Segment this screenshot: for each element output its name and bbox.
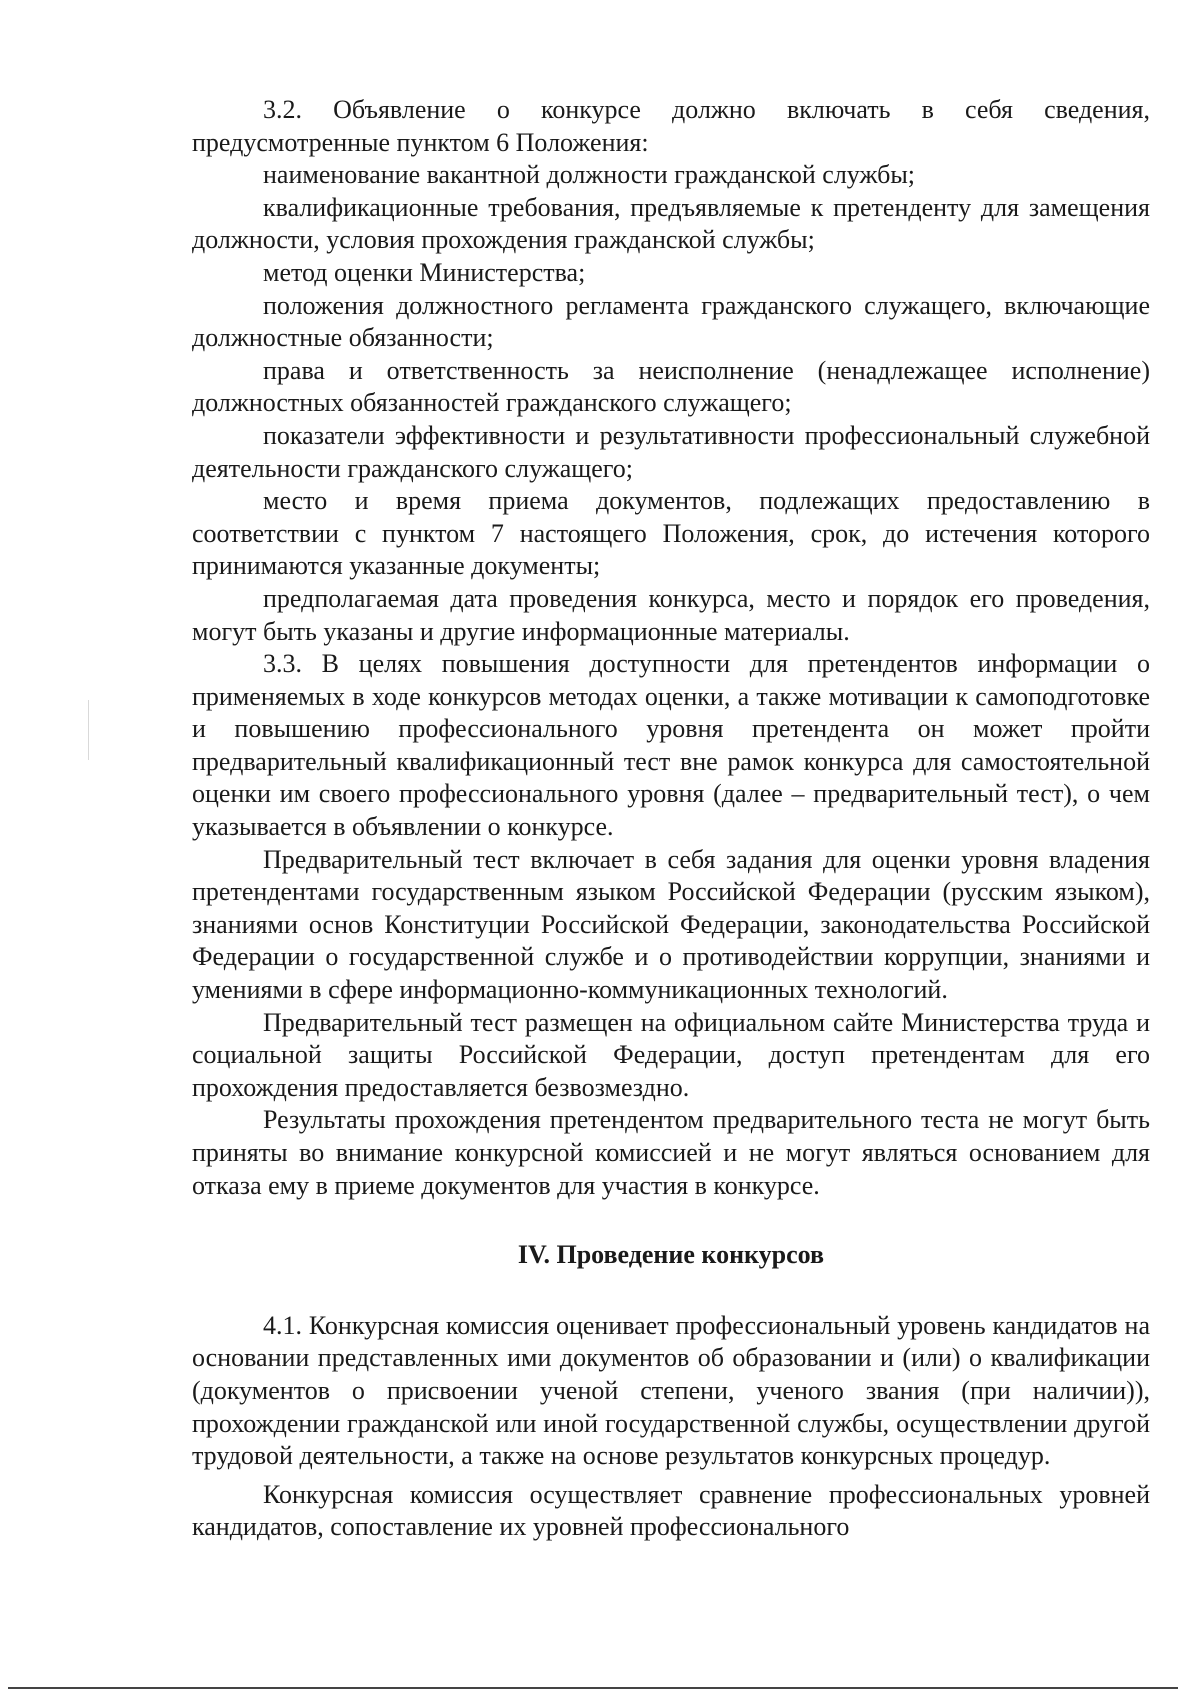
paragraph-preliminary-test-access: Предварительный тест размещен на официальном сайте Министерства труда и социальной защиты Российской Федерации, доступ претендентам для его прохождения предоставляется безвозмездно. — [192, 1007, 1150, 1102]
paragraph-qualification-requirements: квалификационные требования, предъявляемые к претенденту для замещения должности, условия прохождения гражданской службы; — [192, 192, 1150, 255]
paragraph-performance-indicators: показатели эффективности и результативности профессиональный служебной деятельности гражданского служащего; — [192, 420, 1150, 483]
paragraph-document-reception: место и время приема документов, подлежащих предоставлению в соответствии с пунктом 7 настоящего Положения, срок, до истечения которого принимаются указанные документы; — [192, 486, 1150, 581]
paragraph-evaluation-method: метод оценки Министерства; — [263, 257, 586, 287]
scan-edge-mark — [88, 700, 89, 760]
paragraph-competition-date: предполагаемая дата проведения конкурса, место и порядок его проведения, могут быть указаны и другие информационные материалы. — [192, 583, 1150, 646]
document-body — [192, 94, 1150, 1544]
section-heading: IV. Проведение конкурсов — [517, 1240, 825, 1270]
page-bottom-border — [8, 1687, 1178, 1689]
paragraph-rights-responsibility: права и ответственность за неисполнение (ненадлежащее исполнение) должностных обязанностей гражданского служащего; — [192, 355, 1150, 418]
paragraph-preliminary-test-results: Результаты прохождения претендентом предварительного теста не могут быть приняты во внимание конкурсной комиссией и не могут являться основанием для отказа ему в приеме документов для участия в конкурсе. — [192, 1105, 1150, 1200]
paragraph-preliminary-test-content: Предварительный тест включает в себя задания для оценки уровня владения претендентами государственным языком Российской Федерации (русским языком), знаниями основ Конституции Российской Федерации, законодательства Российской Федерации о государственной службе и о противодействии коррупции, знаниями и умениями в сфере информационно-коммуникационных технологий. — [192, 844, 1150, 1005]
paragraph-job-regulations: положения должностного регламента гражданского служащего, включающие должностные обязанности; — [192, 290, 1150, 353]
paragraph-commission-comparison: Конкурсная комиссия осуществляет сравнение профессиональных уровней кандидатов, сопоставление их уровней профессионального — [192, 1479, 1150, 1542]
paragraph-vacancy-name: наименование вакантной должности гражданской службы; — [263, 160, 916, 190]
paragraph-3-3: 3.3. В целях повышения доступности для претендентов информации о применяемых в ходе конкурсов методах оценки, а также мотивации к самоподготовке и повышению профессионального уровня претендента он может пройти предварительный квалификационный тест вне рамок конкурса для самостоятельной оценки им своего профессионального уровня (далее – предварительный тест), о чем указывается в объявлении о конкурсе. — [192, 649, 1150, 842]
paragraph-3-2: 3.2. Объявление о конкурсе должно включать в себя сведения, предусмотренные пунктом 6 Положения: — [192, 95, 1150, 157]
paragraph-4-1: 4.1. Конкурсная комиссия оценивает профессиональный уровень кандидатов на основании представленных ими документов об образовании и (или) о квалификации (документов о присвоении ученой степени, ученого звания (при наличии)), прохождении гражданской или иной государственной службы, осуществлении другой трудовой деятельности, а также на основе результатов конкурсных процедур. — [192, 1310, 1150, 1471]
